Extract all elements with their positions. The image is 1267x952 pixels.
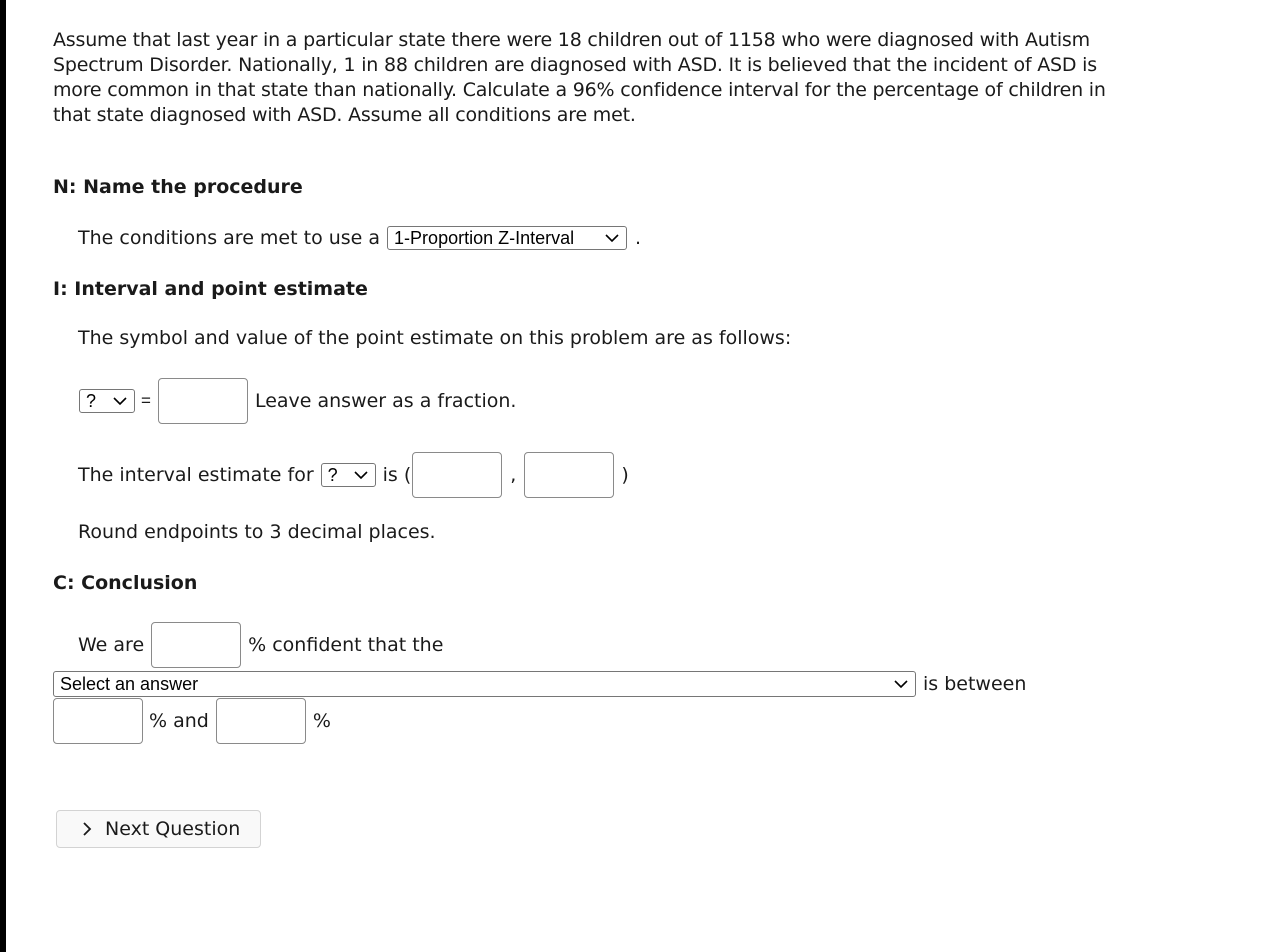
next-question-button[interactable] <box>56 810 261 848</box>
heading-name-procedure: N: Name the procedure <box>53 176 303 198</box>
chevron-right-icon <box>79 821 95 837</box>
answer-select[interactable] <box>53 671 916 697</box>
procedure-prefix: The conditions are met to use a <box>78 227 381 249</box>
answer-line <box>53 671 1026 697</box>
problem-statement: Assume that last year in a particular state there were 18 children out of 1158 who were diagnosed with Autism Spectrum Disorder. Nationally, 1 in 88 children are diagnosed with ASD. It is believed that the incident of ASD is more common in that state than nationally. Calculate a 96% confidence interval for the percentage of children in that state diagnosed with ASD. Assume all conditions are met. <box>53 29 1106 126</box>
upper-bound-input[interactable] <box>524 452 614 498</box>
confidence-line <box>78 622 443 668</box>
interval-prefix: The interval estimate for <box>78 464 314 486</box>
point-estimate-intro: The symbol and value of the point estimate on this problem are as follows: <box>78 327 792 349</box>
lower-percent-input[interactable] <box>53 698 143 744</box>
interval-symbol-value: ? <box>327 464 338 485</box>
and-label: % and <box>149 710 209 732</box>
point-estimate-line <box>79 378 516 424</box>
procedure-line <box>78 226 641 250</box>
interval-symbol-select[interactable] <box>321 463 376 487</box>
procedure-select[interactable] <box>387 226 627 250</box>
equals-sign: = <box>141 391 151 410</box>
point-estimate-input[interactable] <box>158 378 248 424</box>
is-label: is ( <box>382 464 412 486</box>
left-border <box>0 0 6 952</box>
round-note: Round endpoints to 3 decimal places. <box>78 521 436 543</box>
procedure-suffix: . <box>635 227 642 249</box>
percent-label: % <box>312 710 331 732</box>
confidence-level-input[interactable] <box>151 622 241 668</box>
upper-percent-input[interactable] <box>216 698 306 744</box>
procedure-select-value: 1-Proportion Z-Interval <box>394 227 575 248</box>
interval-line <box>78 452 629 498</box>
fraction-note: Leave answer as a fraction. <box>254 390 517 412</box>
chevron-down-icon <box>893 676 909 692</box>
next-question-label: Next Question <box>105 818 241 840</box>
we-are-label: We are <box>78 634 145 656</box>
interval-comma: , <box>510 464 517 486</box>
answer-select-value: Select an answer <box>60 673 199 694</box>
chevron-down-icon <box>112 393 128 409</box>
chevron-down-icon <box>604 230 620 246</box>
percent-range-line <box>53 698 331 744</box>
is-between-label: is between <box>923 673 1027 695</box>
heading-interval-point-estimate: I: Interval and point estimate <box>53 278 368 300</box>
lower-bound-input[interactable] <box>412 452 502 498</box>
heading-conclusion: C: Conclusion <box>53 572 198 594</box>
point-symbol-value: ? <box>86 390 97 411</box>
close-paren: ) <box>621 464 629 486</box>
confident-text: % confident that the <box>248 634 444 656</box>
chevron-down-icon <box>353 467 369 483</box>
point-symbol-select[interactable] <box>79 389 135 413</box>
